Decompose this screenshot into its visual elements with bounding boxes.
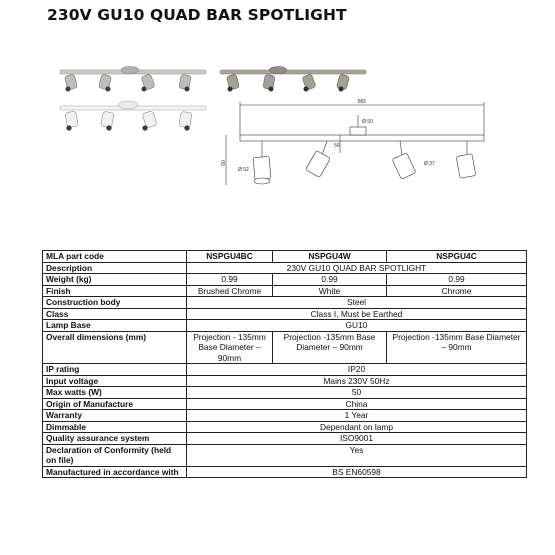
row-label: Declaration of Conformity (held on file) xyxy=(43,444,187,466)
table-row xyxy=(43,320,527,332)
row-value: BS EN60598 xyxy=(187,466,527,478)
table-row xyxy=(43,466,527,478)
row-value: Class I, Must be Earthed xyxy=(187,308,527,320)
row-value: Yes xyxy=(187,444,527,466)
spec-table xyxy=(42,250,527,478)
product-photo-nickel xyxy=(218,62,368,98)
row-value: Projection - 135mm Base Diameter – 90mm xyxy=(187,331,273,364)
technical-drawing xyxy=(222,95,494,210)
table-row xyxy=(43,410,527,422)
row-label: Input voltage xyxy=(43,375,187,387)
row-value: Mains 230V 50Hz xyxy=(187,375,527,387)
table-row xyxy=(43,308,527,320)
table-row xyxy=(43,297,527,309)
table-header-row xyxy=(43,251,527,263)
row-value: China xyxy=(187,398,527,410)
dim-drop: 50 xyxy=(334,143,340,149)
row-label: Warranty xyxy=(43,410,187,422)
row-value: 50 xyxy=(187,387,527,399)
table-row xyxy=(43,285,527,297)
table-row xyxy=(43,433,527,445)
table-row xyxy=(43,331,527,364)
table-row xyxy=(43,375,527,387)
table-row xyxy=(43,364,527,376)
row-value: 0.99 xyxy=(387,274,527,286)
row-value: Projection -135mm Base Diameter – 90mm xyxy=(273,331,387,364)
dim-lamp-diameter: Ø 52 xyxy=(238,167,249,173)
row-value: 0.99 xyxy=(273,274,387,286)
row-label: Finish xyxy=(43,285,187,297)
table-row xyxy=(43,444,527,466)
page-title: 230V GU10 QUAD BAR SPOTLIGHT xyxy=(47,6,347,24)
row-label: IP rating xyxy=(43,364,187,376)
table-row xyxy=(43,421,527,433)
dim-canopy-diameter: Ø 50 xyxy=(362,119,373,125)
dim-lamp-inner: Ø 37 xyxy=(424,161,435,167)
row-value: GU10 xyxy=(187,320,527,332)
table-row xyxy=(43,398,527,410)
table-row xyxy=(43,387,527,399)
row-value: 1 Year xyxy=(187,410,527,422)
row-label: Max watts (W) xyxy=(43,387,187,399)
row-label: Weight (kg) xyxy=(43,274,187,286)
row-label: Manufactured in accordance with xyxy=(43,466,187,478)
row-label: Description xyxy=(43,262,187,274)
row-value: 0.99 xyxy=(187,274,273,286)
part-code-cell: NSPGU4BC xyxy=(187,251,273,263)
row-value: Steel xyxy=(187,297,527,309)
row-label: Class xyxy=(43,308,187,320)
row-value: Brushed Chrome xyxy=(187,285,273,297)
row-label: Quality assurance system xyxy=(43,433,187,445)
product-photo-white xyxy=(58,98,208,138)
row-value: White xyxy=(273,285,387,297)
product-photo-brushed-chrome xyxy=(58,62,208,98)
row-label: Dimmable xyxy=(43,421,187,433)
row-label: Origin of Manufacture xyxy=(43,398,187,410)
row-label: Construction body xyxy=(43,297,187,309)
row-value: IP20 xyxy=(187,364,527,376)
table-row xyxy=(43,274,527,286)
part-code-cell: NSPGU4C xyxy=(387,251,527,263)
row-value: Projection -135mm Base Diameter – 90mm xyxy=(387,331,527,364)
dim-height: 60 xyxy=(221,160,227,166)
row-value: 230V GU10 QUAD BAR SPOTLIGHT xyxy=(187,262,527,274)
dim-length: 865 xyxy=(357,99,367,105)
row-label: Lamp Base xyxy=(43,320,187,332)
table-row xyxy=(43,262,527,274)
row-value: ISO9001 xyxy=(187,433,527,445)
part-code-cell: NSPGU4W xyxy=(273,251,387,263)
row-label: Overall dimensions (mm) xyxy=(43,331,187,364)
row-value: Dependant on lamp xyxy=(187,421,527,433)
header-label: MLA part code xyxy=(43,251,187,263)
row-value: Chrome xyxy=(387,285,527,297)
